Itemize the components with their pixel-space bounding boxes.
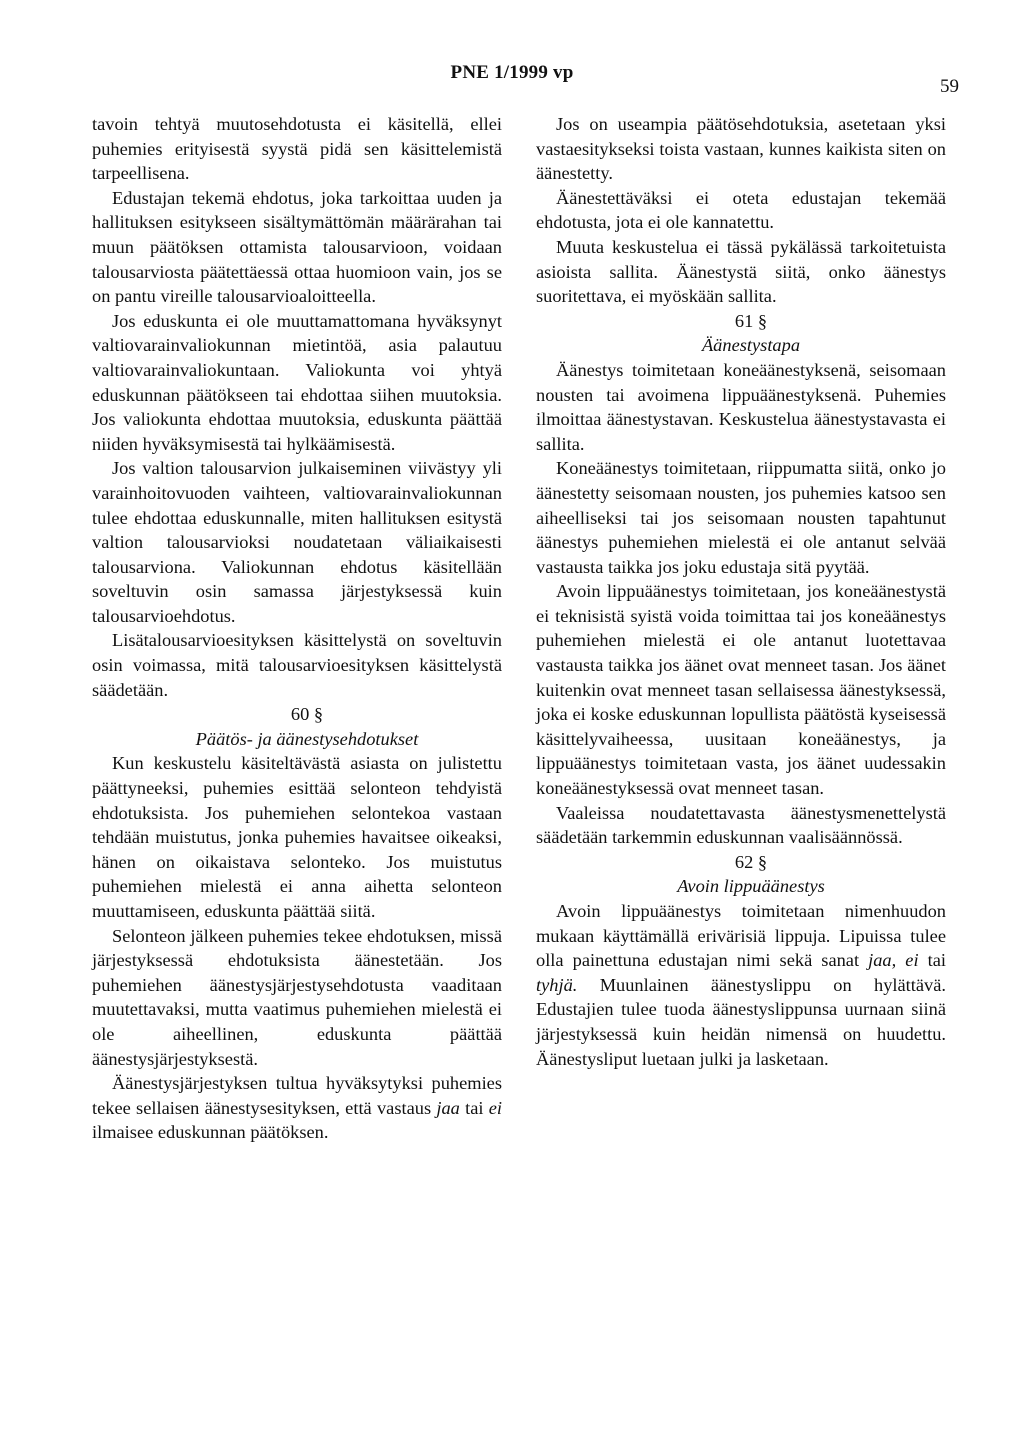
document-id: PNE 1/1999 vp — [450, 62, 574, 83]
section-title-62: Avoin lippuäänestys — [677, 876, 825, 897]
text-run: Avoin lippuäänestys toimitetaan nimenhuudon mukaan käyttämällä erivärisiä lippuja. Lipuissa tulee olla painettuna edustajan nimi sekä sanat — [536, 901, 946, 971]
section-title-60: Päätös- ja äänestysehdotukset — [195, 728, 419, 749]
text-run: Muunlainen äänestyslippu on hylättävä. Edustajien tulee tuoda äänestyslippunsa uurnaan siinä järjestyksessä kuin heidän nimensä on huudettu. Äänestysliput luetaan julki ja lasketaan. — [536, 974, 946, 1069]
right-column — [536, 112, 946, 1071]
paragraph: tavoin tehtyä muutosehdotusta ei käsitellä, ellei puhemies erityisestä syystä pidä sen käsittelemistä tarpeellisena. — [92, 114, 502, 184]
text-run: Äänestysjärjestyksen tultua hyväksytyksi puhemies tekee sellaisen äänestysesityksen, että vastaus — [92, 1073, 502, 1118]
text-run: ilmaisee eduskunnan päätöksen. — [92, 1122, 329, 1143]
paragraph: Äänestettäväksi ei oteta edustajan tekemää ehdotusta, jota ei ole kannatettu. — [536, 187, 946, 233]
paragraph: Jos on useampia päätösehdotuksia, asetetaan yksi vastaesitykseksi toista vastaan, kunnes kaikista siten on äänestetty. — [536, 114, 946, 184]
page-number: 59 — [940, 76, 959, 97]
section-number-61: 61 § — [734, 310, 768, 331]
emphasis-tyhja: tyhjä. — [536, 974, 578, 995]
paragraph: Selonteon jälkeen puhemies tekee ehdotuksen, missä järjestyksessä ehdotuksista äänestetään. Jos puhemiehen äänestysjärjestysehdotusta vaaditaan muutettavaksi, mutta vaatimus puhemiehen mielestä ei ole aiheellinen, eduskunta päättää äänestysjärjestyksestä. — [92, 925, 502, 1069]
paragraph: Avoin lippuäänestys toimitetaan, jos koneäänestystä ei teknisistä syistä voida toimittaa tai jos koneäänestys puhemiehen mielestä ei ole antanut luotettavaa vastausta taikka jos äänet ovat menneet tasan. Jos äänet kuitenkin ovat menneet tasan sellaisessa äänestyksessä, joka ei koske eduskunnan lopullista päätöstä kyseisessä käsittelyvaiheessa, uusitaan koneäänestys, ja lippuäänestys toimitetaan vasta, jos äänet uudessakin koneäänestyksessä ovat menneet tasan. — [536, 581, 946, 799]
paragraph: Vaaleissa noudatettavasta äänestysmenettelystä säädetään tarkemmin eduskunnan vaalisäännössä. — [536, 802, 946, 848]
left-column — [92, 112, 502, 1145]
section-number-62: 62 § — [734, 851, 768, 872]
emphasis-jaa: jaa — [436, 1097, 460, 1118]
page-header — [0, 62, 1024, 97]
emphasis-ei: ei — [488, 1097, 502, 1118]
section-number-60: 60 § — [290, 704, 324, 725]
paragraph: Koneäänestys toimitetaan, riippumatta siitä, onko jo äänestetty seisomaan nousten, jos puhemies katsoo sen aiheelliseksi tai jos seisomaan nousten tapahtunut äänestys puhemiehen mielestä ei ole antanut selvää vastausta taikka jos joku edustaja sitä pyytää. — [536, 458, 946, 577]
paragraph — [536, 899, 946, 1071]
paragraph: Jos valtion talousarvion julkaiseminen viivästyy yli varainhoitovuoden vaihteen, valtiovarainvaliokunnan tulee ehdottaa eduskunnalle, miten hallituksen esitystä valtion talousarvioksi noudatetaan väliaikaisesti talousarviona. Valiokunnan ehdotus käsitellään soveltuvin osin samassa järjestyksessä kuin talousarvioehdotus. — [92, 458, 502, 626]
text-run: tai — [918, 950, 946, 971]
paragraph: Jos eduskunta ei ole muuttamattomana hyväksynyt valtiovarainvaliokunnan mietintöä, asia palautuu valtiovarainvaliokuntaan. Valiokunta voi yhtyä eduskunnan päätökseen tai ehdottaa siihen muutoksia. Jos valiokunta ehdottaa muutoksia, eduskunta päättää niiden hyväksymisestä tai hylkäämisestä. — [92, 310, 502, 454]
emphasis-jaa-ei: jaa, ei — [868, 950, 919, 971]
paragraph: Edustajan tekemä ehdotus, joka tarkoittaa uuden ja hallituksen esitykseen sisältymättömän määrärahan tai muun päätöksen ottamista talousarvioon, voidaan talousarviosta päätettäessä ottaa huomioon vain, jos se on pantu vireille talousarvioaloitteella. — [92, 187, 502, 307]
paragraph: Kun keskustelu käsiteltävästä asiasta on julistettu päättyneeksi, puhemies esittää selonteon tehdyistä ehdotuksista. Jos puhemiehen selontekoa vastaan tehdään muistutus, jonka puhemies havaitsee oikeaksi, hänen on oikaistava selonteko. Jos muistutus puhemiehen mielestä ei anna aihetta selonteon muuttamiseen, eduskunta päättää siitä. — [92, 753, 502, 921]
paragraph — [92, 1071, 502, 1145]
section-title-61: Äänestystapa — [701, 335, 801, 356]
paragraph: Lisätalousarvioesityksen käsittelystä on soveltuvin osin voimassa, mitä talousarvioesityksen käsittelystä säädetään. — [92, 630, 502, 700]
paragraph: Äänestys toimitetaan koneäänestyksenä, seisomaan nousten tai avoimena lippuäänestyksenä. Puhemies ilmoittaa äänestystavan. Keskustelua äänestystavasta ei sallita. — [536, 359, 946, 454]
text-run: tai — [459, 1097, 489, 1118]
paragraph: Muuta keskustelua ei tässä pykälässä tarkoitetuista asioista sallita. Äänestystä siitä, onko äänestys suoritettava, ei myöskään sallita. — [536, 236, 946, 307]
